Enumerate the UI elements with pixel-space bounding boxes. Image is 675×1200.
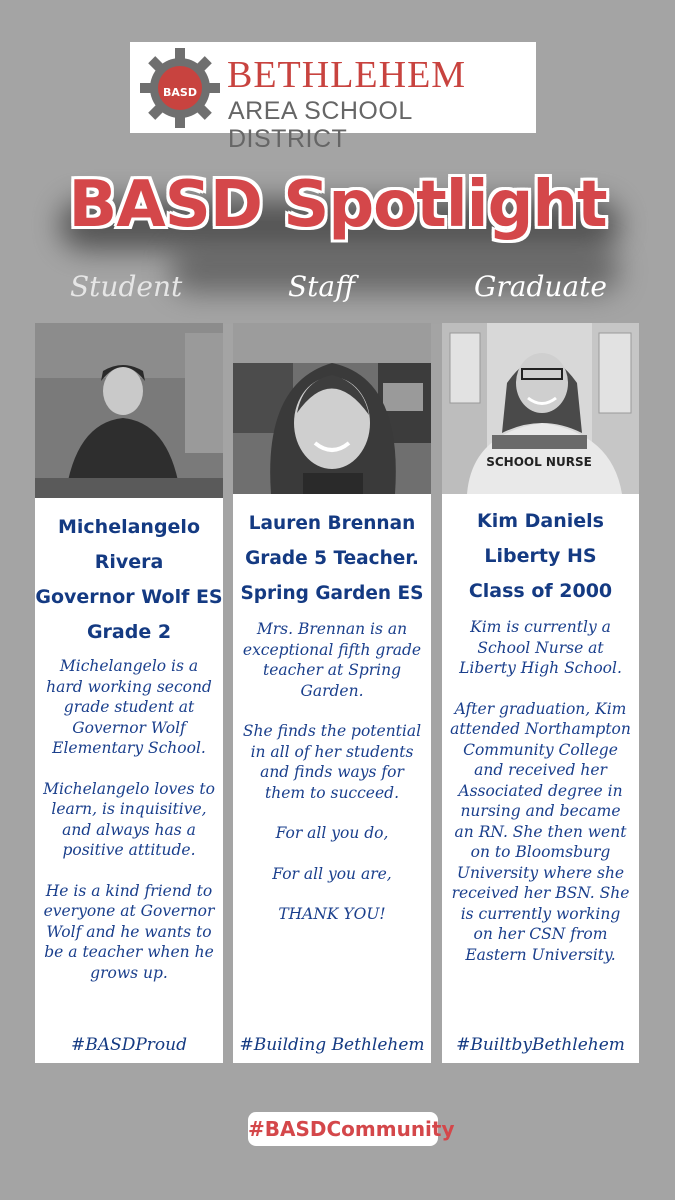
graduate-bio-paragraph: After graduation, Kim attended Northampton Community College and received her Associated degree in nursing and became an RN. She then went on to Bloomsburg University where she received her BSN. She is currently working on her CSN from Eastern University. — [450, 699, 631, 964]
student-school: Governor Wolf ES — [35, 586, 223, 608]
graduate-photo-image — [442, 323, 639, 494]
category-staff: Staff — [288, 270, 355, 303]
staff-role: Grade 5 Teacher. — [245, 548, 419, 569]
logo-line-1: BETHLEHEM — [227, 54, 467, 96]
student-hashtag: #BASDProud — [71, 1035, 187, 1055]
staff-card — [233, 323, 431, 1063]
graduate-bio-paragraph: Kim is currently a School Nurse at Liberty High School. — [459, 618, 622, 677]
student-photo — [35, 323, 223, 498]
logo-line-2: AREA SCHOOL DISTRICT — [228, 97, 412, 153]
student-bio-paragraph: Michelangelo is a hard working second grade student at Governor Wolf Elementary School. — [46, 657, 212, 757]
category-student: Student — [70, 270, 183, 303]
graduate-school: Liberty HS — [484, 545, 597, 567]
gear-logo-icon — [140, 48, 220, 128]
staff-bio-paragraph: She finds the potential in all of her students and finds ways for them to succeed. — [242, 722, 422, 802]
staff-bio-paragraph: For all you do, — [275, 824, 389, 842]
staff-name: Lauren Brennan — [248, 513, 416, 534]
shirt-text: SCHOOL NURSE — [486, 455, 592, 469]
student-photo-image — [35, 323, 223, 498]
student-bio-paragraph: Michelangelo loves to learn, is inquisitive, and always has a positive attitude. — [43, 779, 215, 859]
staff-bio-paragraph: Mrs. Brennan is an exceptional fifth grade teacher at Spring Garden. — [242, 620, 422, 700]
category-graduate: Graduate — [474, 270, 607, 303]
staff-bio — [233, 619, 431, 925]
logo-badge-text: BASD — [163, 86, 197, 99]
staff-school: Spring Garden ES — [240, 583, 424, 604]
student-bio — [35, 656, 223, 983]
staff-bio-paragraph: For all you are, — [272, 864, 392, 883]
graduate-bio — [442, 617, 639, 965]
district-logo — [130, 42, 536, 153]
graduate-photo — [442, 323, 639, 494]
student-card — [35, 323, 223, 1063]
student-name: Michelangelo Rivera — [57, 516, 200, 573]
community-hashtag: #BASDCommunity — [248, 1112, 438, 1146]
graduate-class: Class of 2000 — [468, 580, 613, 602]
graduate-name: Kim Daniels — [477, 510, 604, 532]
staff-photo-image — [233, 323, 431, 494]
student-bio-paragraph: He is a kind friend to everyone at Governor Wolf and he wants to be a teacher when he grows up. — [43, 881, 215, 982]
page-title: BASD Spotlight — [68, 168, 607, 242]
graduate-card — [442, 323, 639, 1063]
student-grade: Grade 2 — [86, 621, 172, 643]
graduate-hashtag: #BuiltbyBethlehem — [456, 1035, 625, 1055]
staff-hashtag: #Building Bethlehem — [239, 1035, 425, 1055]
staff-bio-paragraph: THANK YOU! — [278, 905, 386, 923]
staff-photo — [233, 323, 431, 494]
